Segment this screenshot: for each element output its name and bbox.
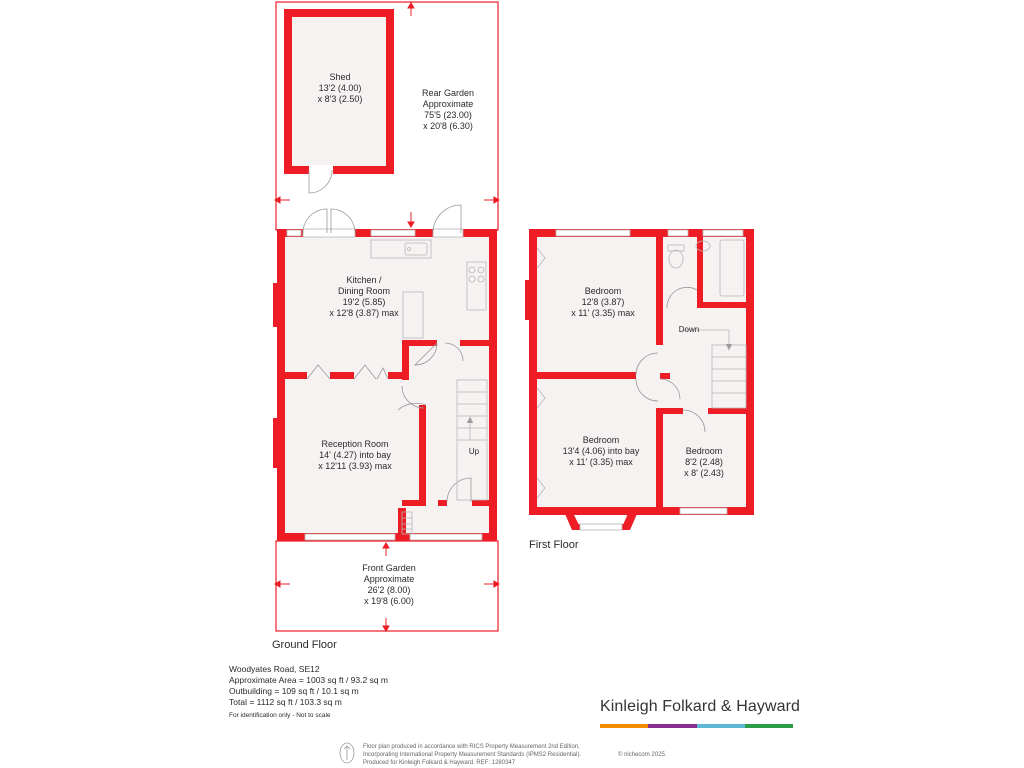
property-note: For identification only - Not to scale [229, 712, 331, 719]
footer-ref: REF: 1280347 [476, 760, 516, 766]
stripe-segment [600, 724, 648, 728]
stripe-segment [697, 724, 745, 728]
reception-label [318, 439, 392, 472]
bedroom3-dim1: 8'2 (2.48) [685, 457, 723, 467]
kitchen-label [329, 275, 398, 319]
property-address: Woodyates Road, SE12 [229, 664, 320, 674]
footer-text [363, 743, 667, 767]
first-floor-plan [525, 229, 754, 530]
shed-dim1: 13'2 (4.00) [318, 83, 362, 93]
shed-door-gap [309, 165, 333, 175]
first-stairs-label: Down [678, 325, 700, 334]
kitchen-name: Kitchen / [346, 275, 382, 285]
rear-garden-label [422, 88, 474, 132]
front-garden-name2: Approximate [363, 574, 415, 584]
kitchen-dim2: x 12'8 (3.87) max [329, 308, 399, 318]
reception-dim1: 14' (4.27) into bay [319, 450, 391, 460]
shed-label [318, 72, 363, 105]
bedroom1-label [571, 286, 635, 319]
bedroom3-dim2: x 8' (2.43) [684, 468, 724, 478]
agent-name: Kinleigh Folkard & Hayward [600, 698, 801, 715]
bedroom1-dim2: x 11' (3.35) max [571, 308, 635, 318]
rear-garden-name2: Approximate [422, 99, 474, 109]
ground-floor-title: Ground Floor [272, 639, 337, 651]
ground-stairs-label: Up [468, 447, 480, 456]
rear-garden-dim1: 75'5 (23.00) [424, 110, 472, 120]
stripe-segment [648, 724, 696, 728]
bedroom2-dim2: x 11' (3.35) max [569, 457, 633, 467]
bedroom2-label [563, 435, 640, 468]
bedroom3-name: Bedroom [685, 446, 723, 456]
bedroom2-name: Bedroom [582, 435, 620, 445]
footer-line3: Produced for Kinleigh Folkard & Hayward. [363, 760, 475, 766]
property-outbuilding: Outbuilding = 109 sq ft / 10.1 sq m [229, 686, 359, 696]
property-total: Total = 1112 sq ft / 103.3 sq m [229, 697, 342, 707]
shed-dim2: x 8'3 (2.50) [317, 94, 363, 104]
footer-line3-row [363, 759, 581, 767]
bedroom1-dim1: 12'8 (3.87) [581, 297, 625, 307]
kitchen-name2: Dining Room [337, 286, 391, 296]
bedroom3-label [684, 446, 724, 479]
property-info [229, 664, 388, 721]
bedroom2-dim1: 13'4 (4.06) into bay [562, 446, 640, 456]
front-garden-label [362, 563, 416, 607]
kitchen-dim1: 19'2 (5.85) [342, 297, 386, 307]
bedroom1-name: Bedroom [584, 286, 622, 296]
front-garden-dim2: x 19'8 (6.00) [364, 596, 414, 606]
property-area: Approximate Area = 1003 sq ft / 93.2 sq m [229, 675, 388, 685]
footer-line1: Floor plan produced in accordance with RICS Property Measurement 2nd Edition, [363, 744, 580, 750]
shed-name: Shed [329, 72, 351, 82]
front-garden-dim1: 26'2 (8.00) [367, 585, 411, 595]
footer-copyright: © nichecom 2025. [618, 752, 667, 758]
rear-garden-dim2: x 20'8 (6.30) [423, 121, 473, 131]
nichecom-logo [340, 743, 354, 763]
rear-garden-name: Rear Garden [421, 88, 475, 98]
footer-line2: Incorporating International Property Measurement Standards (IPMS2 Residential). [363, 752, 582, 758]
stripe-segment [745, 724, 793, 728]
reception-dim2: x 12'11 (3.93) max [318, 461, 392, 471]
agent-color-stripe [600, 724, 793, 728]
reception-name: Reception Room [321, 439, 389, 449]
first-floor-title: First Floor [529, 539, 579, 551]
front-garden-name: Front Garden [362, 563, 416, 573]
